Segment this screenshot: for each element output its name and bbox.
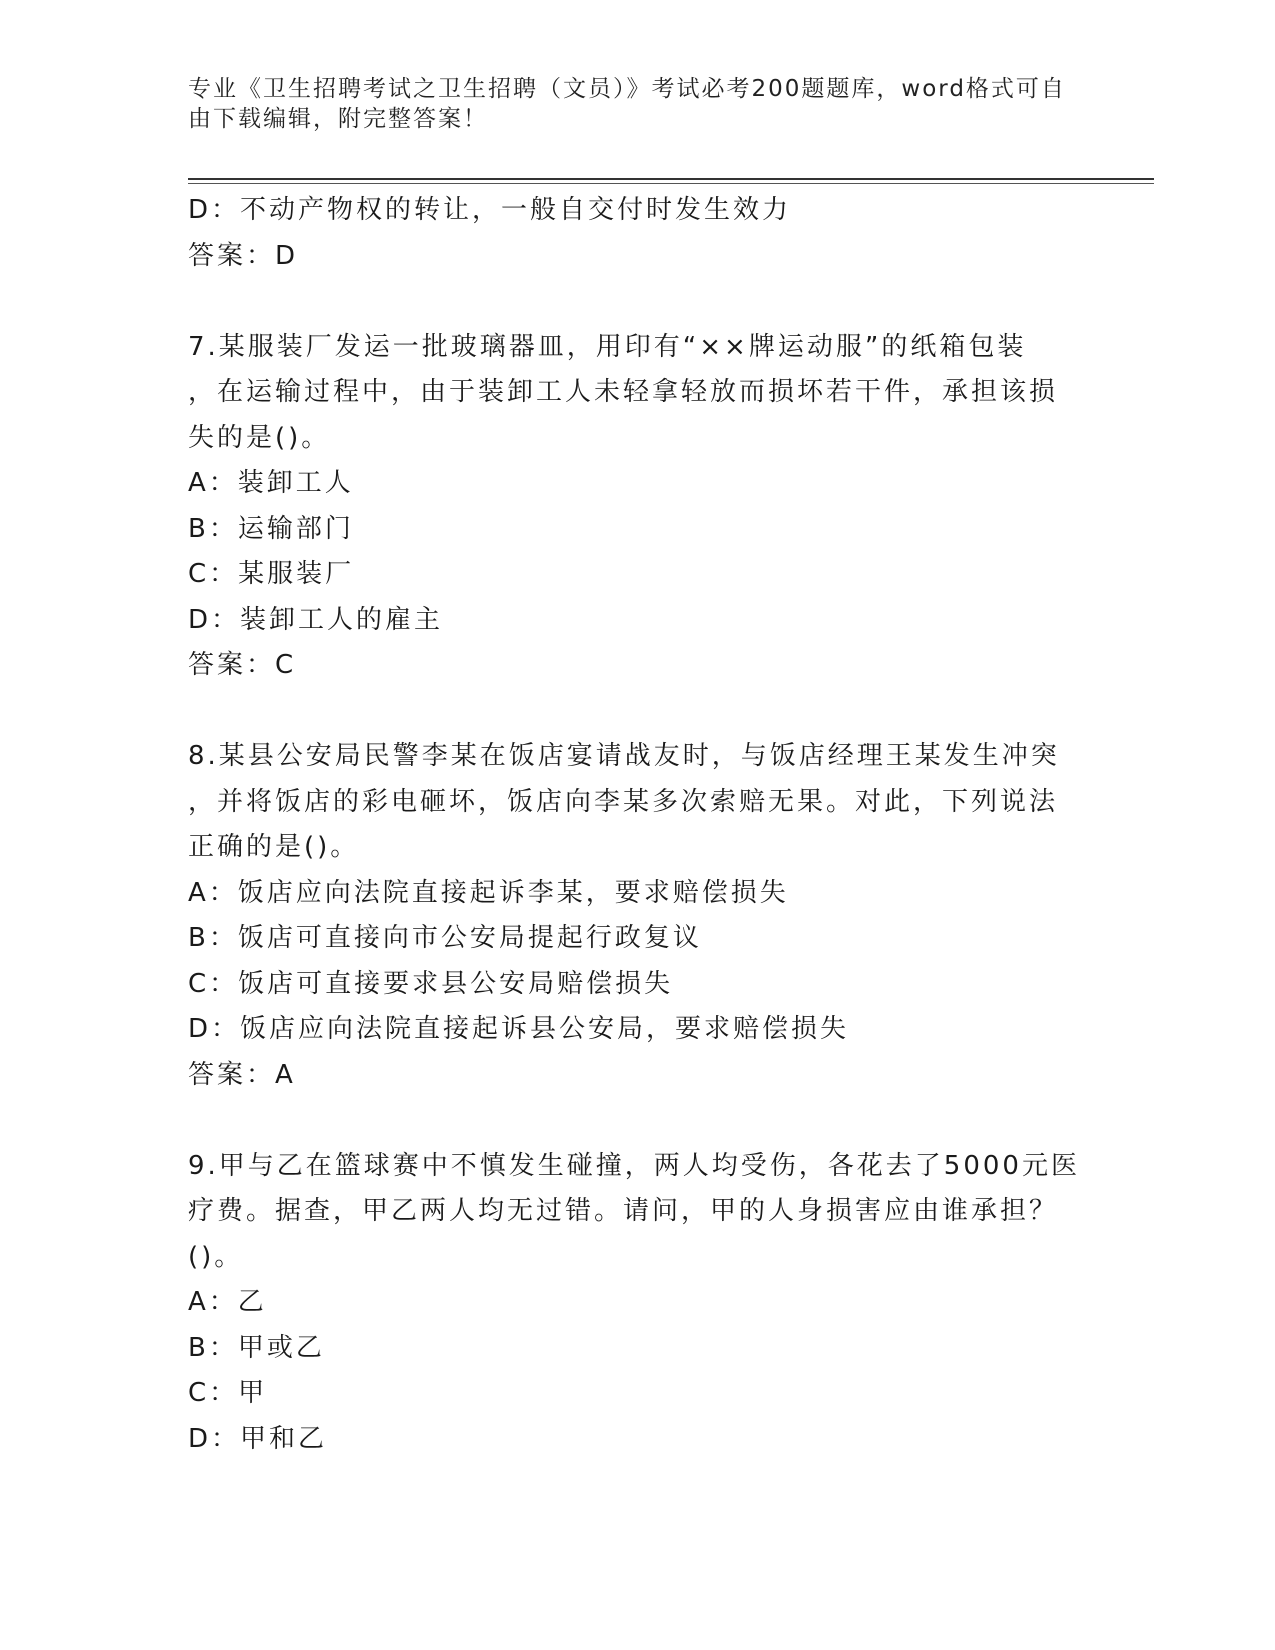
question-7 <box>188 325 1088 689</box>
q9-option-d: D：甲和乙 <box>188 1423 328 1454</box>
q9-option-b: B：甲或乙 <box>188 1332 325 1363</box>
q9-stem-line: 疗费。据查，甲乙两人均无过错。请问，甲的人身损害应由谁承担？ <box>188 1196 1059 1226</box>
q8-stem-line: ，并将饭店的彩电砸坏，饭店向李某多次索赔无果。对此，下列说法 <box>188 786 1059 817</box>
q7-option-d: D：装卸工人的雇主 <box>188 604 444 635</box>
q7-option-a: A：装卸工人 <box>188 468 354 498</box>
q8-stem-line: 正确的是()。 <box>188 832 360 862</box>
document-header <box>188 74 1068 134</box>
q7-stem-line: 7.某服装厂发运一批玻璃器皿，用印有“××牌运动服”的纸箱包装 <box>188 331 1027 362</box>
q9-stem-line: 9.甲与乙在篮球赛中不慎发生碰撞，两人均受伤，各花去了5000元医 <box>188 1150 1080 1181</box>
prev-option-d: D：不动产物权的转让，一般自交付时发生效力 <box>188 195 792 225</box>
header-line-1: 专业《卫生招聘考试之卫生招聘（文员）》考试必考200题题库，word格式可自 <box>188 76 1066 102</box>
question-9 <box>188 1144 1088 1463</box>
header-rule-thick <box>188 178 1154 180</box>
prev-answer: 答案：D <box>188 240 299 271</box>
q8-option-d: D：饭店应向法院直接起诉县公安局，要求赔偿损失 <box>188 1014 850 1044</box>
q8-option-a: A：饭店应向法院直接起诉李某，要求赔偿损失 <box>188 877 789 908</box>
q9-option-a: A：乙 <box>188 1287 267 1317</box>
question-8 <box>188 734 1088 1098</box>
q7-answer: 答案：C <box>188 650 297 680</box>
q7-stem-line: 失的是()。 <box>188 422 331 453</box>
q8-stem-line: 8.某县公安局民警李某在饭店宴请战友时，与饭店经理王某发生冲突 <box>188 741 1060 771</box>
q8-option-b: B：饭店可直接向市公安局提起行政复议 <box>188 923 702 953</box>
spacer <box>188 1098 1088 1144</box>
q9-option-c: C：甲 <box>188 1378 268 1408</box>
spacer <box>188 279 1088 325</box>
q8-option-c: C：饭店可直接要求县公安局赔偿损失 <box>188 968 674 999</box>
header-line-2: 由下载编辑，附完整答案！ <box>188 106 488 132</box>
q8-answer: 答案：A <box>188 1059 296 1090</box>
header-rule-thin <box>188 183 1154 184</box>
q9-stem-line: ()。 <box>188 1241 244 1272</box>
spacer <box>188 689 1088 735</box>
question-content <box>188 188 1088 1462</box>
q7-option-b: B：运输部门 <box>188 513 354 544</box>
q7-stem-line: ，在运输过程中，由于装卸工人未轻拿轻放而损坏若干件，承担该损 <box>188 377 1059 407</box>
q7-option-c: C：某服装厂 <box>188 559 355 589</box>
